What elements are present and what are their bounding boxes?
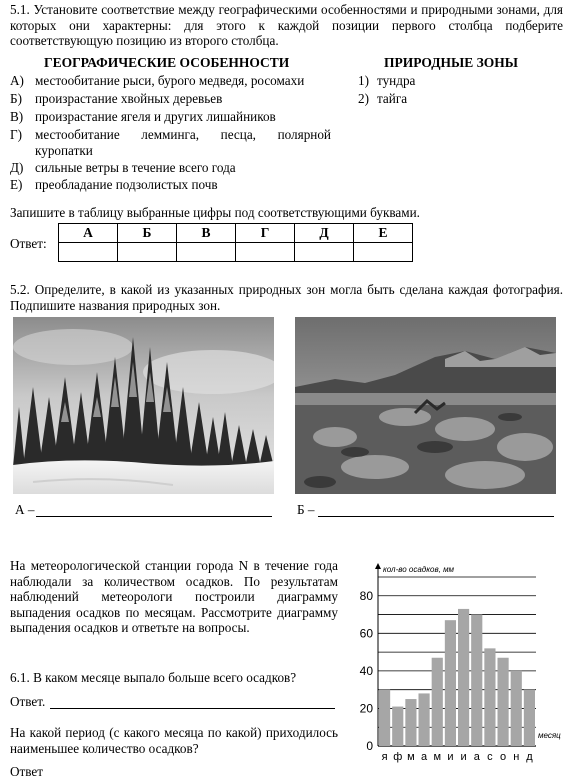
- task-6-intro: На метеорологической станции города N в течение года наблюдали за количеством осадков. По результатам наблюдений метеорологи построили диаграмму выпадения осадков по месяцам. Рассмотрите диаграмму выпадения осадков и ответьте на вопросы.: [10, 558, 338, 635]
- y-tick-label: 20: [359, 701, 373, 716]
- answer-cell-v[interactable]: [177, 243, 236, 262]
- answer-line-a[interactable]: [36, 516, 272, 517]
- feature-letter: Д): [10, 160, 24, 175]
- zone-item: [358, 91, 478, 107]
- answer-cell-e[interactable]: [354, 243, 413, 262]
- feature-letter: Е): [10, 177, 23, 192]
- answer-cell-d[interactable]: [295, 243, 354, 262]
- x-tick-label: а: [473, 751, 480, 763]
- zones-column-heading: ПРИРОДНЫЕ ЗОНЫ: [384, 55, 519, 70]
- bar-8: [471, 615, 482, 746]
- x-tick-label: я: [381, 751, 388, 763]
- feature-letter: Г): [10, 127, 23, 142]
- bar-12: [524, 690, 535, 746]
- y-tick-label: 80: [359, 588, 373, 603]
- bar-7: [458, 609, 469, 746]
- feature-item: [10, 127, 335, 159]
- x-tick-label: д: [526, 751, 533, 763]
- bar-1: [379, 690, 390, 746]
- zone-number: 1): [358, 73, 369, 88]
- bar-2: [392, 707, 403, 746]
- answer-label-2: Ответ: [10, 764, 44, 779]
- answer-cell-g[interactable]: [236, 243, 295, 262]
- zone-item: [358, 73, 478, 89]
- photo-b-tundra-landscape: [295, 317, 556, 494]
- table-header-e: Е: [354, 224, 413, 243]
- x-tick-label: и: [460, 751, 467, 763]
- feature-item: [10, 109, 335, 125]
- answer-label: Ответ:: [10, 236, 47, 251]
- feature-text: произрастание хвойных деревьев: [35, 91, 223, 106]
- x-tick-label: о: [500, 751, 507, 763]
- chart-ylabel: кол-во осадков, мм: [383, 565, 455, 574]
- task-51-intro: 5.1. Установите соответствие между географическими особенностями и природными зонами, для которых они характерны: для этого к каждой позиции первого столбца подберите соответствующую позицию из второго столбца.: [10, 2, 563, 48]
- feature-letter: А): [10, 73, 24, 88]
- answer-line-b[interactable]: [318, 516, 554, 517]
- x-tick-label: ф: [393, 751, 403, 763]
- zone-text: тайга: [377, 91, 408, 106]
- table-instruction: Запишите в таблицу выбранные цифры под соответствующими буквами.: [10, 205, 420, 220]
- table-header-b: Б: [118, 224, 177, 243]
- feature-letter: Б): [10, 91, 22, 106]
- bar-4: [419, 693, 430, 746]
- feature-item: [10, 73, 335, 89]
- x-tick-label: м: [433, 751, 442, 763]
- feature-text: местообитание рыси, бурого медведя, росомахи: [35, 73, 305, 88]
- zone-number: 2): [358, 91, 369, 106]
- feature-text: преобладание подзолистых почв: [35, 177, 218, 192]
- answer-label-1: Ответ.: [10, 694, 46, 709]
- bar-10: [498, 658, 509, 746]
- chart-xlabel: месяц: [538, 731, 561, 740]
- table-header-d: Д: [295, 224, 354, 243]
- answer-cell-a[interactable]: [59, 243, 118, 262]
- feature-letter: В): [10, 109, 24, 124]
- task-52-intro: 5.2. Определите, в какой из указанных природных зон могла быть сделана каждая фотография. Подпишите названия природных зон.: [10, 282, 563, 313]
- feature-text: местообитание лемминга, песца, полярной куропатки: [35, 127, 331, 158]
- feature-text: произрастание ягеля и других лишайников: [35, 109, 276, 124]
- x-tick-label: а: [421, 751, 428, 763]
- feature-text: сильные ветры в течение всего года: [35, 160, 236, 175]
- x-tick-label: и: [447, 751, 454, 763]
- x-tick-label: н: [513, 751, 520, 763]
- photo-a-taiga-forest: [13, 317, 274, 494]
- answer-line-6-1[interactable]: [50, 708, 335, 709]
- answer-table: [58, 223, 413, 262]
- caption-a: А –: [15, 502, 35, 517]
- y-tick-label: 60: [359, 626, 373, 641]
- features-column-heading: ГЕОГРАФИЧЕСКИЕ ОСОБЕННОСТИ: [44, 55, 290, 70]
- bar-3: [405, 699, 416, 746]
- feature-item: [10, 91, 335, 107]
- answer-cell-b[interactable]: [118, 243, 177, 262]
- bar-9: [484, 648, 495, 746]
- bar-11: [511, 671, 522, 746]
- question-6-1: 6.1. В каком месяце выпало больше всего осадков?: [10, 670, 297, 685]
- y-tick-label: 40: [359, 663, 373, 678]
- y-axis-arrow: [375, 563, 381, 569]
- x-tick-label: с: [487, 751, 493, 763]
- table-header-v: В: [177, 224, 236, 243]
- feature-item: [10, 160, 335, 176]
- caption-b: Б –: [297, 502, 315, 517]
- bar-5: [432, 658, 443, 746]
- bar-6: [445, 620, 456, 746]
- y-tick-label: 0: [366, 739, 373, 753]
- table-header-g: Г: [236, 224, 295, 243]
- zone-text: тундра: [377, 73, 416, 88]
- question-6-2: На какой период (с какого месяца по какой) приходилось наименьшее количество осадков?: [10, 725, 338, 756]
- precipitation-chart: [350, 558, 562, 768]
- feature-item: [10, 177, 335, 193]
- x-tick-label: м: [407, 751, 415, 763]
- table-header-a: А: [59, 224, 118, 243]
